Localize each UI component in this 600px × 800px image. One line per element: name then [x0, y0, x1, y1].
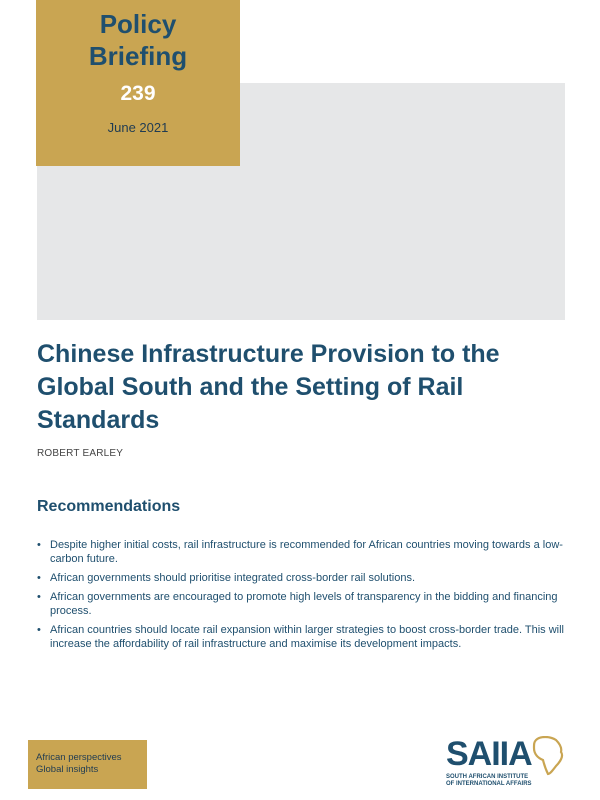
africa-map-icon: [530, 736, 564, 776]
issue-number: 239: [120, 82, 156, 105]
author-name: ROBERT EARLEY: [37, 448, 124, 459]
saiia-logo: [446, 734, 576, 794]
recommendations-heading: Recommendations: [37, 498, 181, 515]
logo-wordmark: SAIIA: [446, 735, 532, 773]
recommendation-item: • African governments are encouraged to promote high levels of transparency in the bidding and financing process.: [37, 590, 565, 618]
issue-date: June 2021: [107, 120, 169, 135]
recommendation-item: • African countries should locate rail expansion within larger strategies to boost cross-border trade. This will increase the affordability of rail infrastructure and maximise its development impacts.: [37, 623, 565, 651]
tagline-line: Global insights: [36, 764, 99, 775]
logo-subtitle: [446, 774, 532, 788]
tagline-line: African perspectives: [36, 752, 122, 763]
logo-subtitle-line: SOUTH AFRICAN INSTITUTE: [446, 774, 529, 780]
tagline-box: [28, 740, 147, 789]
recommendation-item: • African governments should prioritise integrated cross-border rail solutions.: [37, 571, 565, 585]
series-badge: [36, 0, 240, 166]
logo-subtitle-line: OF INTERNATIONAL AFFAIRS: [446, 781, 532, 787]
series-title: Policy Briefing: [88, 9, 188, 71]
document-title: Chinese Infrastructure Provision to the Global South and the Setting of Rail Standards: [37, 340, 500, 434]
recommendations-list: [37, 538, 565, 656]
recommendation-item: • Despite higher initial costs, rail infrastructure is recommended for African countries moving towards a low-carbon future.: [37, 538, 565, 566]
